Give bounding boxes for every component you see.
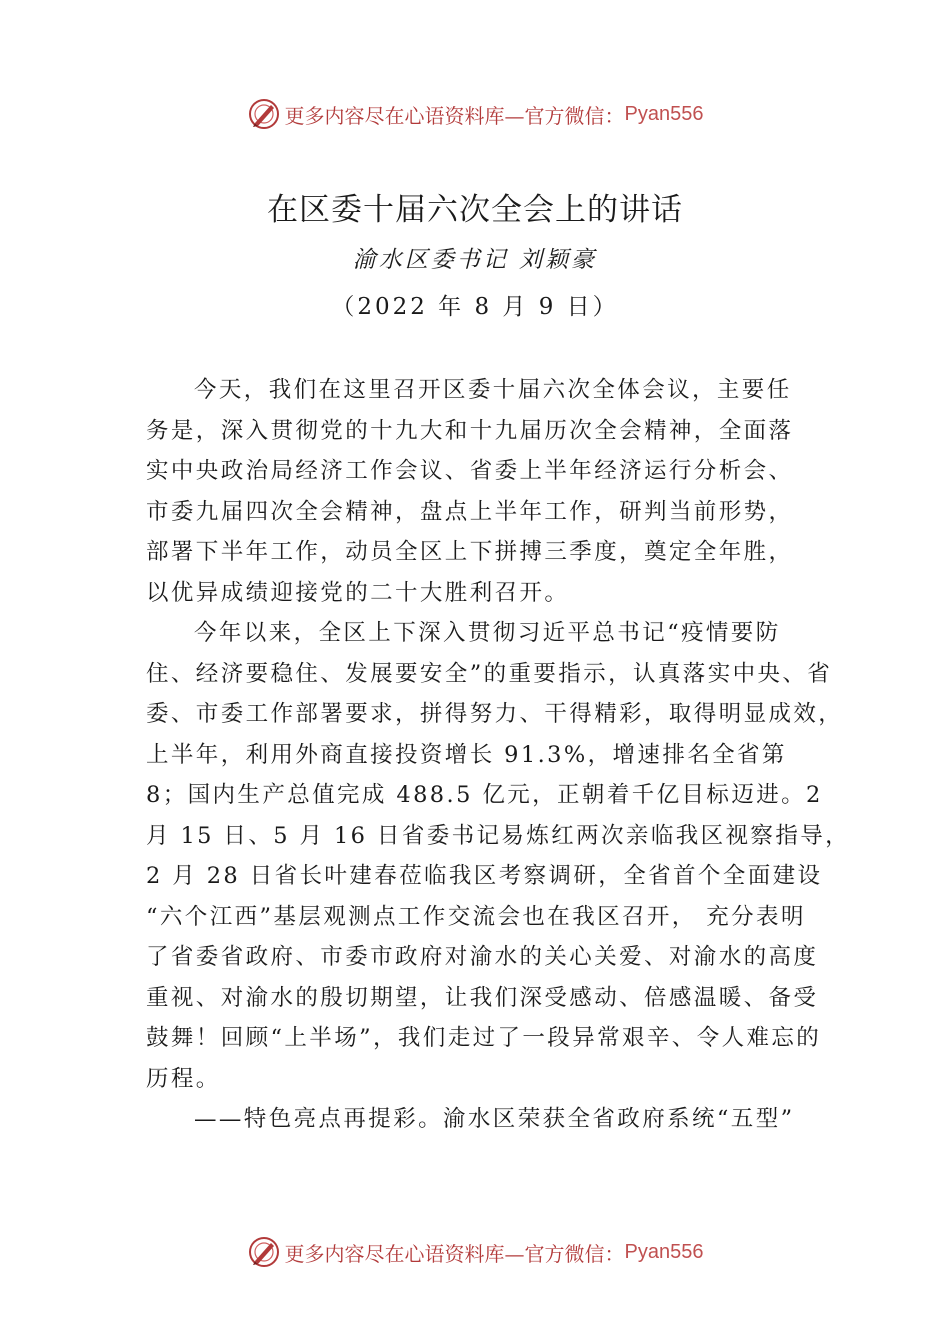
paragraph-2 <box>146 613 851 1099</box>
body-line: 月 15 日、5 月 16 日省委书记易炼红两次亲临我区视察指导， <box>146 822 851 849</box>
body-line: 8；国内生产总值完成 488.5 亿元，正朝着千亿目标迈进。2 <box>146 782 823 808</box>
document-author: 渝水区委书记 刘颖豪 <box>352 247 598 273</box>
watermark-text: 更多内容尽在心语资料库—官方微信： <box>284 1241 625 1266</box>
body-line: 部署下半年工作，动员全区上下拼搏三季度，奠定全年胜， <box>146 539 794 565</box>
body-line: 上半年，利用外商直接投资增长 91.3%，增速排名全省第 <box>146 741 787 768</box>
body-line: 委、市委工作部署要求，拼得努力、干得精彩，取得明显成效， <box>146 701 844 727</box>
body-line: 历程。 <box>146 1065 221 1092</box>
body-line: 务是，深入贯彻党的十九大和十九届历次全会精神，全面落 <box>146 417 794 444</box>
watermark-text: 更多内容尽在心语资料库—官方微信： <box>284 103 625 128</box>
body-line: 鼓舞！回顾“上半场”，我们走过了一段异常艰辛、令人难忘的 <box>146 1025 822 1051</box>
body-line: 今天，我们在这里召开区委十届六次全体会议，主要任 <box>194 377 792 403</box>
paragraph-1 <box>146 370 836 613</box>
document-body <box>146 370 851 1140</box>
watermark-wechat-id: Pyan556 <box>624 102 704 125</box>
body-line: 实中央政治局经济工作会议、省委上半年经济运行分析会、 <box>146 458 794 484</box>
body-line: 了省委省政府、市委市政府对渝水的关心关爱、对渝水的高度 <box>146 944 819 970</box>
body-line: 市委九届四次全会精神，盘点上半年工作，研判当前形势， <box>146 498 794 525</box>
document-date: （2022 年 8 月 9 日） <box>331 294 619 320</box>
watermark-wechat-id: Pyan556 <box>624 1240 704 1263</box>
watermark-footer <box>0 1232 950 1272</box>
body-line: 住、经济要稳住、发展要安全”的重要指示，认真落实中央、省 <box>146 660 833 687</box>
pen-logo-icon <box>247 1235 281 1269</box>
body-line: “六个江西”基层观测点工作交流会也在我区召开， 充分表明 <box>146 903 806 930</box>
body-line: ——特色亮点再提彩。渝水区荣获全省政府系统“五型” <box>194 1106 795 1132</box>
watermark-header <box>0 94 950 134</box>
body-line: 重视、对渝水的殷切期望，让我们深受感动、倍感温暖、备受 <box>146 984 819 1011</box>
pen-logo-icon <box>247 97 281 131</box>
paragraph-3 <box>146 1099 836 1140</box>
body-line: 2 月 28 日省长叶建春莅临我区考察调研，全省首个全面建设 <box>146 863 823 889</box>
body-line: 今年以来，全区上下深入贯彻习近平总书记“疫情要防 <box>194 620 781 646</box>
document-title: 在区委十届六次全会上的讲话 <box>267 192 683 228</box>
body-line: 以优异成绩迎接党的二十大胜利召开。 <box>146 579 570 606</box>
